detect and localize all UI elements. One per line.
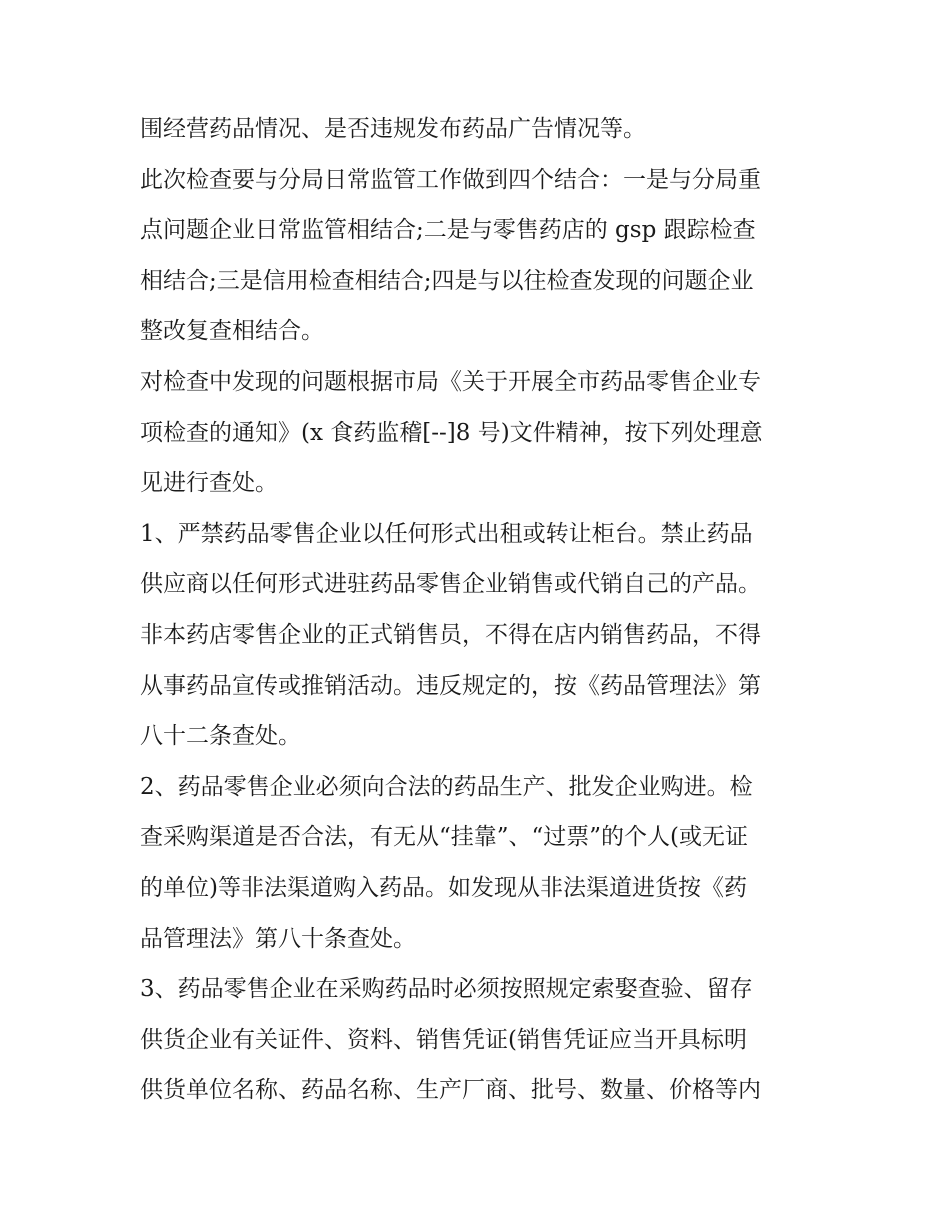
text-line: 非本药店零售企业的正式销售员，不得在店内销售药品，不得 — [140, 621, 761, 648]
text-line: 点问题企业日常监管相结合;二是与零售药店的 gsp 跟踪检查 — [140, 217, 756, 244]
text-line: 查采购渠道是否合法，有无从“挂靠”、“过票”的个人(或无证 — [140, 824, 749, 851]
text-line: 供货企业有关证件、资料、销售凭证(销售凭证应当开具标明 — [140, 1026, 747, 1053]
paragraph-item-1 — [140, 509, 820, 762]
paragraph-scope — [140, 104, 820, 155]
text-line: 1、严禁药品零售企业以任何形式出租或转让柜台。禁止药品 — [140, 520, 753, 547]
paragraph-handling-basis — [140, 357, 820, 509]
text-line: 八十二条查处。 — [140, 723, 301, 750]
text-line: 此次检查要与分局日常监管工作做到四个结合：一是与分局重 — [140, 166, 761, 193]
text-line: 从事药品宣传或推销活动。违反规定的，按《药品管理法》第 — [140, 672, 761, 699]
text-line: 见进行查处。 — [140, 470, 278, 497]
text-line: 围经营药品情况、是否违规发布药品广告情况等。 — [140, 116, 646, 142]
document-body — [140, 104, 820, 1116]
text-line: 对检查中发现的问题根据市局《关于开展全市药品零售企业专 — [140, 368, 761, 395]
paragraph-four-combinations — [140, 155, 820, 357]
text-line: 2、药品零售企业必须向合法的药品生产、批发企业购进。检 — [140, 773, 753, 800]
text-line: 品管理法》第八十条查处。 — [140, 925, 416, 952]
text-line: 的单位)等非法渠道购入药品。如发现从非法渠道进货按《药 — [140, 874, 747, 901]
paragraph-item-2 — [140, 762, 820, 964]
text-line: 供应商以任何形式进驻药品零售企业销售或代销自己的产品。 — [140, 571, 761, 598]
text-line: 3、药品零售企业在采购药品时必须按照规定索娶查验、留存 — [140, 976, 753, 1003]
paragraph-item-3 — [140, 964, 820, 1116]
text-line: 相结合;三是信用检查相结合;四是与以往检查发现的问题企业 — [140, 267, 754, 294]
text-line: 项检查的通知》(x 食药监稽[--]8 号)文件精神，按下列处理意 — [140, 419, 763, 446]
text-line: 供货单位名称、药品名称、生产厂商、批号、数量、价格等内 — [140, 1077, 761, 1104]
text-line: 整改复查相结合。 — [140, 318, 324, 345]
